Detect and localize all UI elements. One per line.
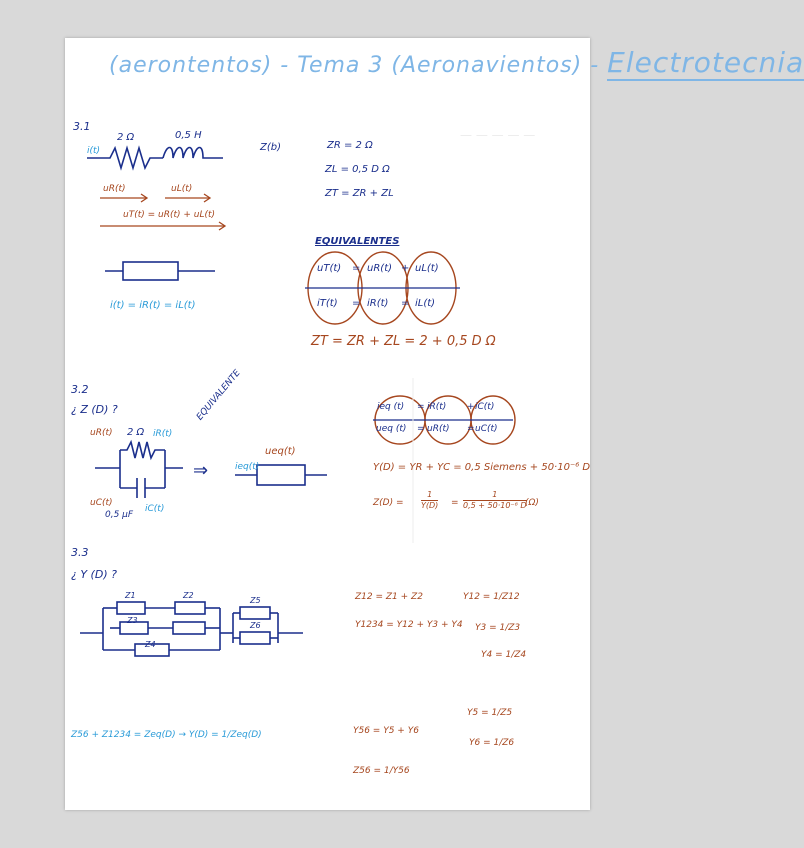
- zd-num1: 1: [427, 490, 433, 499]
- title-left: (aerontentos): [109, 53, 273, 78]
- voltage-ul-31: uL(t): [171, 184, 193, 194]
- question-32: ¿ Z (D) ?: [71, 403, 118, 416]
- y6-equation: Y6 = 1/Z6: [469, 738, 515, 748]
- current-ir-32: iR(t): [153, 429, 173, 439]
- cell-eq3-31: =: [401, 298, 410, 309]
- current-ic-32: iC(t): [145, 504, 165, 514]
- equivalente-label: EQUIVALENTE: [195, 368, 243, 423]
- cell-eq1-32: =: [417, 402, 425, 412]
- label-z2: Z2: [183, 591, 194, 600]
- section-number-33: 3.3: [71, 546, 89, 559]
- admittance-equation-32: Y(D) = YR + YC = 0,5 Siemens + 50·10⁻⁶ D: [373, 462, 591, 473]
- label-z4: Z4: [145, 640, 156, 649]
- cell-plus-32: +: [467, 402, 475, 412]
- equivalence-arrow: ⇒: [193, 460, 209, 481]
- voltage-ueq: ueq(t): [265, 446, 296, 457]
- zt-result: ZT = ZR + ZL = 2 + 0,5 D Ω: [311, 334, 496, 349]
- title-main: Electrotecnia: [607, 46, 804, 79]
- cell-ir-32: iR(t): [427, 402, 447, 412]
- zd-lhs: Z(D) =: [373, 498, 404, 508]
- current-ieq: ieq(t): [235, 462, 260, 472]
- cell-eq1-31: =: [352, 263, 361, 274]
- resistor-label-32: 2 Ω: [127, 427, 145, 438]
- notebook-page: [65, 38, 804, 810]
- label-z3: Z3: [127, 616, 138, 625]
- cell-ieq: ieq (t): [377, 402, 405, 412]
- cell-il: iL(t): [415, 298, 436, 309]
- cell-ic-32: iC(t): [475, 402, 495, 412]
- label-z6: Z6: [250, 621, 261, 630]
- zd-fraction2: [463, 490, 527, 511]
- question-33: ¿ Y (D) ?: [71, 568, 117, 581]
- voltage-ut-31: uT(t) = uR(t) + uL(t): [123, 210, 216, 220]
- inductor-label-31: 0,5 H: [175, 130, 202, 141]
- voltage-ur-31: uR(t): [103, 184, 126, 194]
- z56-equation: Z56 = 1/Y56: [353, 766, 410, 776]
- cell-plus-31: +: [401, 263, 410, 274]
- cell-eq3-32: =: [467, 424, 475, 434]
- zd-num2: 1: [492, 490, 498, 499]
- zeq-equation: Z56 + Z1234 = Zeq(D) → Y(D) = 1/Zeq(D): [71, 730, 262, 740]
- zd-fraction1: [421, 490, 438, 511]
- y12-equation: Y12 = 1/Z12: [463, 592, 520, 602]
- cell-eq2-32: =: [417, 424, 425, 434]
- y5-equation: Y5 = 1/Z5: [467, 708, 513, 718]
- section-number-32: 3.2: [71, 383, 89, 396]
- cell-ut: uT(t): [317, 263, 342, 274]
- section-number-31: 3.1: [73, 120, 91, 133]
- cell-uc-32: uC(t): [475, 424, 498, 434]
- current-equation-31: i(t) = iR(t) = iL(t): [110, 300, 196, 311]
- parallel-rc-circuit: [95, 442, 183, 498]
- equivalents-heading: EQUIVALENTES: [315, 236, 400, 247]
- y4-equation: Y4 = 1/Z4: [481, 650, 527, 660]
- resistor-label-31: 2 Ω: [117, 132, 135, 143]
- cell-eq2-31: =: [352, 298, 361, 309]
- cell-ueq: ueq (t): [376, 424, 407, 434]
- current-label-31: i(t): [87, 146, 101, 156]
- cell-ur-32: uR(t): [427, 424, 450, 434]
- z12-equation: Z12 = Z1 + Z2: [355, 592, 423, 602]
- voltage-ur-32: uR(t): [90, 428, 113, 438]
- zt-equation: ZT = ZR + ZL: [325, 188, 394, 199]
- capacitor-label-32: 0,5 μF: [105, 510, 134, 520]
- voltage-uc-32: uC(t): [90, 498, 113, 508]
- y56-equation: Y56 = Y5 + Y6: [353, 726, 419, 736]
- cell-ul: uL(t): [415, 263, 439, 274]
- zd-unit: (Ω): [525, 498, 539, 508]
- y3-equation: Y3 = 1/Z3: [475, 623, 521, 633]
- zd-eq-sign: =: [451, 498, 459, 508]
- equivalent-impedance-31: [105, 262, 215, 280]
- title-middle: - Tema 3 (Aeronavientos) -: [280, 53, 600, 78]
- zb-label: Z(b): [260, 142, 282, 153]
- cell-it: iT(t): [317, 298, 338, 309]
- circuit-drawings: [65, 38, 590, 810]
- series-rl-circuit: [87, 148, 223, 169]
- zd-den1: Y(D): [421, 501, 439, 510]
- zl-equation: ZL = 0,5 D Ω: [325, 164, 390, 175]
- label-z5: Z5: [250, 596, 261, 605]
- impedance-network-33: [80, 602, 303, 656]
- cell-ir: iR(t): [367, 298, 389, 309]
- cell-ur: uR(t): [367, 263, 393, 274]
- label-z1: Z1: [125, 591, 136, 600]
- zd-den2: 0,5 + 50·10⁻⁶ D: [463, 501, 527, 510]
- zr-equation: ZR = 2 Ω: [327, 140, 373, 151]
- y1234-equation: Y1234 = Y12 + Y3 + Y4: [355, 620, 463, 630]
- bleed-through-text: — — — — —: [460, 128, 536, 142]
